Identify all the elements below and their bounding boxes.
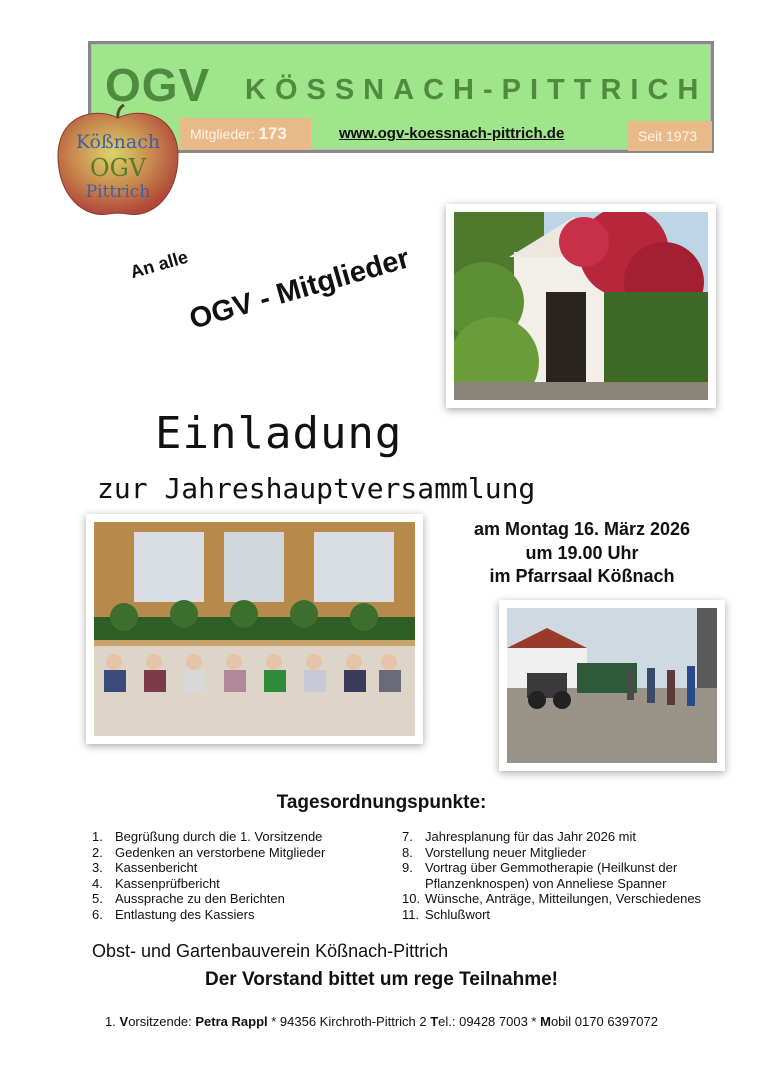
footer-mobile: obil 0170 6397072 [550,1014,658,1029]
agenda-item-number: 6. [92,906,103,922]
footer-tel: el.: 09428 7003 * [438,1014,541,1029]
agenda-item-text: Vorstellung neuer Mitglieder [425,844,587,860]
invitation-subtitle: zur Jahreshauptversammlung [97,472,536,505]
footer-initial-t: T [430,1014,439,1029]
header-logo-text: OGV [105,59,211,111]
invitation-title: Einladung [155,408,403,459]
agenda-item-text: Gedenken an verstorbene Mitglieder [115,844,326,860]
agenda-item-number: 8. [402,844,413,860]
since-badge: Seit 1973 [628,121,712,151]
children-group-photo [86,514,423,744]
footer-initial-v: V [119,1014,129,1029]
agenda-item-number: 3. [92,860,103,875]
agenda-item-text: Kassenprüfbericht [115,875,220,891]
agenda-item [402,829,742,845]
agenda-item-number: 10. [402,891,421,906]
tractor-photo [499,600,725,771]
agenda-item-text: Kassenbericht [115,860,198,875]
agenda-item-text: Wünsche, Anträge, Mitteilungen, Verschiedenes [425,891,702,906]
greeting-line-2: OGV - Mitglieder [186,242,414,336]
agenda-item-number: 1. [92,829,103,844]
footer-chair-label: orsitzende: [128,1014,196,1029]
agenda-list-left [92,829,392,922]
agenda-item [92,845,392,861]
agenda-item-text: Vortrag über Gemmotherapie (Heilkunst der Pflanzenknospen) von Anneliese Spanner [425,860,678,891]
members-count-badge [180,118,311,150]
agenda-item-text: Begrüßung durch die 1. Vorsitzende [115,829,323,844]
agenda-item [402,891,742,907]
agenda-title: Tagesordnungspunkte: [276,792,487,813]
agenda-item-number: 4. [92,875,103,891]
footer-initial-m: M [540,1014,551,1029]
association-name: Obst- und Gartenbauverein Kößnach-Pittrich [92,941,449,961]
apple-logo [54,104,182,220]
agenda-item-text: Aussprache zu den Berichten [115,891,285,906]
appeal-text: Der Vorstand bittet um rege Teilnahme! [205,969,558,990]
agenda-item [92,860,392,876]
agenda-item [402,860,742,891]
agenda-item [92,876,392,892]
agenda-item-number: 9. [402,860,413,875]
agenda-item [92,891,392,907]
members-count: 173 [258,124,287,143]
footer-prefix: 1. [105,1014,120,1029]
agenda-item-number: 5. [92,891,103,906]
footer-address: * 94356 Kirchroth-Pittrich 2 [267,1014,431,1029]
footer-chair-name: Petra Rappl [195,1014,268,1029]
agenda-item-text: Schlußwort [425,906,491,922]
footer-contact [0,1014,763,1029]
members-label: Mitglieder: [190,126,259,142]
agenda-item-text: Jahresplanung für das Jahr 2026 mit [425,829,637,844]
event-time: um 19.00 Uhr [525,543,639,563]
agenda-item [92,829,392,845]
agenda-item-number: 2. [92,844,103,860]
greeting-line-1: An alle [128,246,191,283]
event-place: im Pfarrsaal Kößnach [489,566,675,586]
agenda-item [402,907,742,923]
apple-text-line-2: OGV [89,154,147,182]
event-date: am Montag 16. März 2026 [473,519,691,539]
club-name: KÖSSNACH-PITTRICH [245,74,708,106]
apple-text-line-3: Pittrich [85,182,151,202]
agenda-item [92,907,392,923]
agenda-item [402,845,742,861]
agenda-item-text: Entlastung des Kassiers [115,906,255,922]
agenda-item-number: 7. [402,829,413,844]
apple-text-line-1: Kößnach [75,131,161,153]
agenda-list-right [402,829,742,922]
website-link[interactable]: www.ogv-koessnach-pittrich.de [339,125,565,142]
agenda-item-number: 11. [402,906,420,922]
house-photo [446,204,716,408]
